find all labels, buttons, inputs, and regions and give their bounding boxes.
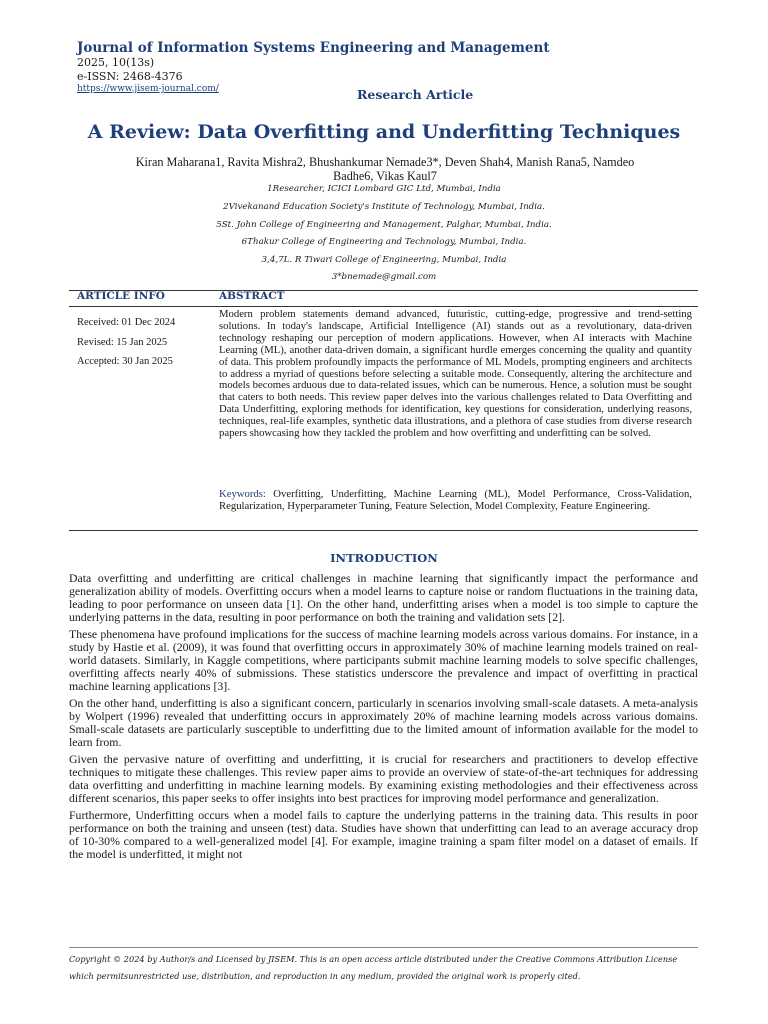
divider — [69, 530, 698, 531]
accepted-date: Accepted: 30 Jan 2025 — [77, 356, 173, 367]
author-list — [90, 155, 680, 183]
keywords-label: Keywords: — [219, 488, 266, 500]
paragraph: Given the pervasive nature of overfitting and underfitting, it is crucial for researchers and practitioners to develop effective techniques to mitigate these challenges. This review paper aims to provide an overview of state-of-the-art techniques for addressing data overfitting and underfitting in machine learning models. By examining existing methodologies and their effectiveness across different scenarios, this paper seeks to offer insights into best practices for improving model performance and generalization. — [69, 752, 698, 805]
paragraph: On the other hand, underfitting is also a significant concern, particularly in scenarios involving small-scale datasets. A meta-analysis by Wolpert (1996) revealed that underfitting occurs in approximately 20% of machine learning models across various domains. Small-scale datasets are particularly susceptible to underfitting due to the limited amount of information available for the model to learn from. — [69, 696, 698, 749]
received-date: Received: 01 Dec 2024 — [77, 317, 176, 328]
article-type-label: Research Article — [357, 87, 474, 102]
copyright-line: which permitsunrestricted use, distribution, and reproduction in any medium, provided the original work is properly cited. — [69, 971, 581, 981]
paragraph: Furthermore, Underfitting occurs when a model fails to capture the underlying patterns in the training data. This results in poor performance on both the training and unseen (test) data. Studies have shown that underfitting can lead to an average accuracy drop of 10-30% compared to a well-generalized model [4]. For example, imagine training a spam filter model on a dataset of emails. If the model is underfitted, it might not — [69, 808, 698, 861]
affiliation: 6Thakur College of Engineering and Technology, Mumbai, India. — [241, 237, 527, 247]
copyright-footer — [69, 951, 698, 985]
article-dates — [77, 313, 175, 372]
affiliation: 3,4,7L. R Tiwari College of Engineering, Mumbai, India — [261, 255, 507, 265]
affiliation: 5St. John College of Engineering and Management, Palghar, Mumbai, India. — [216, 220, 552, 230]
author-line: Kiran Maharana1, Ravita Mishra2, Bhushankumar Nemade3*, Deven Shah4, Manish Rana5, Namdeo — [135, 155, 635, 169]
article-info-heading: ARTICLE INFO — [77, 290, 165, 302]
revised-date: Revised: 15 Jan 2025 — [77, 336, 168, 348]
journal-header — [77, 40, 550, 94]
introduction-body — [69, 572, 698, 865]
divider — [69, 306, 698, 307]
copyright-line: Copyright © 2024 by Author/s and Licensed by JISEM. This is an open access article distributed under the Creative Commons Attribution License — [69, 954, 678, 964]
affiliation: 2Vivekanand Education Society's Institute of Technology, Mumbai, India. — [223, 202, 545, 212]
paper-title: A Review: Data Overfitting and Underfitting Techniques — [87, 121, 681, 143]
journal-name: Journal of Information Systems Engineering and Management — [77, 40, 550, 56]
journal-url-link[interactable]: https://www.jisem-journal.com/ — [77, 84, 219, 94]
paragraph: Data overfitting and underfitting are critical challenges in machine learning that significantly impact the performance and generalization ability of models. Overfitting occurs when a model learns to capture noise or random fluctuations in the training data, leading to poor performance on unseen data [1]. On the other hand, underfitting arises when a model is too simple to capture the underlying patterns in the data, resulting in poor performance on both the training and validation sets [2]. — [69, 571, 698, 624]
keywords-list: Overfitting, Underfitting, Machine Learning (ML), Model Performance, Cross-Validation, Regularization, Hyperparameter Tuning, Feature Selection, Model Complexity, Feature Engineering. — [219, 488, 692, 512]
affiliation: 1Researcher, ICICI Lombard GIC Ltd, Mumbai, India — [267, 184, 501, 194]
keywords — [219, 489, 692, 513]
corresponding-email: 3*bnemade@gmail.com — [331, 272, 437, 282]
footer-divider — [69, 947, 698, 948]
section-heading-introduction: INTRODUCTION — [330, 551, 438, 565]
abstract-text: Modern problem statements demand advanced, futuristic, cutting-edge, progressive and trend-setting solutions. In today's landscape, Artificial Intelligence (AI) stands out as a revolutionary, data-driven technology reshaping our perception of modern applications. However, when AI interacts with Machine Learning (ML), another data-driven domain, a significant hurdle emerges concerning the quality and quantity of data. This problem profoundly impacts the performance of ML Models, prompting engineers and architects to address a myriad of questions before selecting a suitable mode. Consequently, altering the architecture and models becomes arduous due to data-related issues, which can be numerous. Hence, a solution must be sought that caters to both needs. This review paper delves into the various challenges related to Data Overfitting and Data Underfitting, exploring methods for identification, key questions for consideration, underlying reasons, techniques, real-life examples, synthetic data illustrations, and a plethora of case studies from diverse research papers showcasing how they tackled the problem and how overfitting and underfitting can be solved. — [219, 308, 692, 440]
author-line: Badhe6, Vikas Kaul7 — [333, 169, 437, 183]
journal-issn: e-ISSN: 2468-4376 — [77, 70, 183, 83]
journal-volume: 2025, 10(13s) — [77, 56, 155, 69]
paragraph: These phenomena have profound implications for the success of machine learning models across various domains. For instance, in a study by Hastie et al. (2009), it was found that overfitting occurs in approximately 30% of machine learning models trained on real-world datasets. Similarly, in Kaggle competitions, where participants submit machine learning models to solve specific challenges, overfitting affects nearly 40% of submissions. These statistics underscore the prevalence and impact of overfitting in practical machine learning applications [3]. — [69, 627, 698, 693]
abstract-heading: ABSTRACT — [219, 290, 285, 302]
